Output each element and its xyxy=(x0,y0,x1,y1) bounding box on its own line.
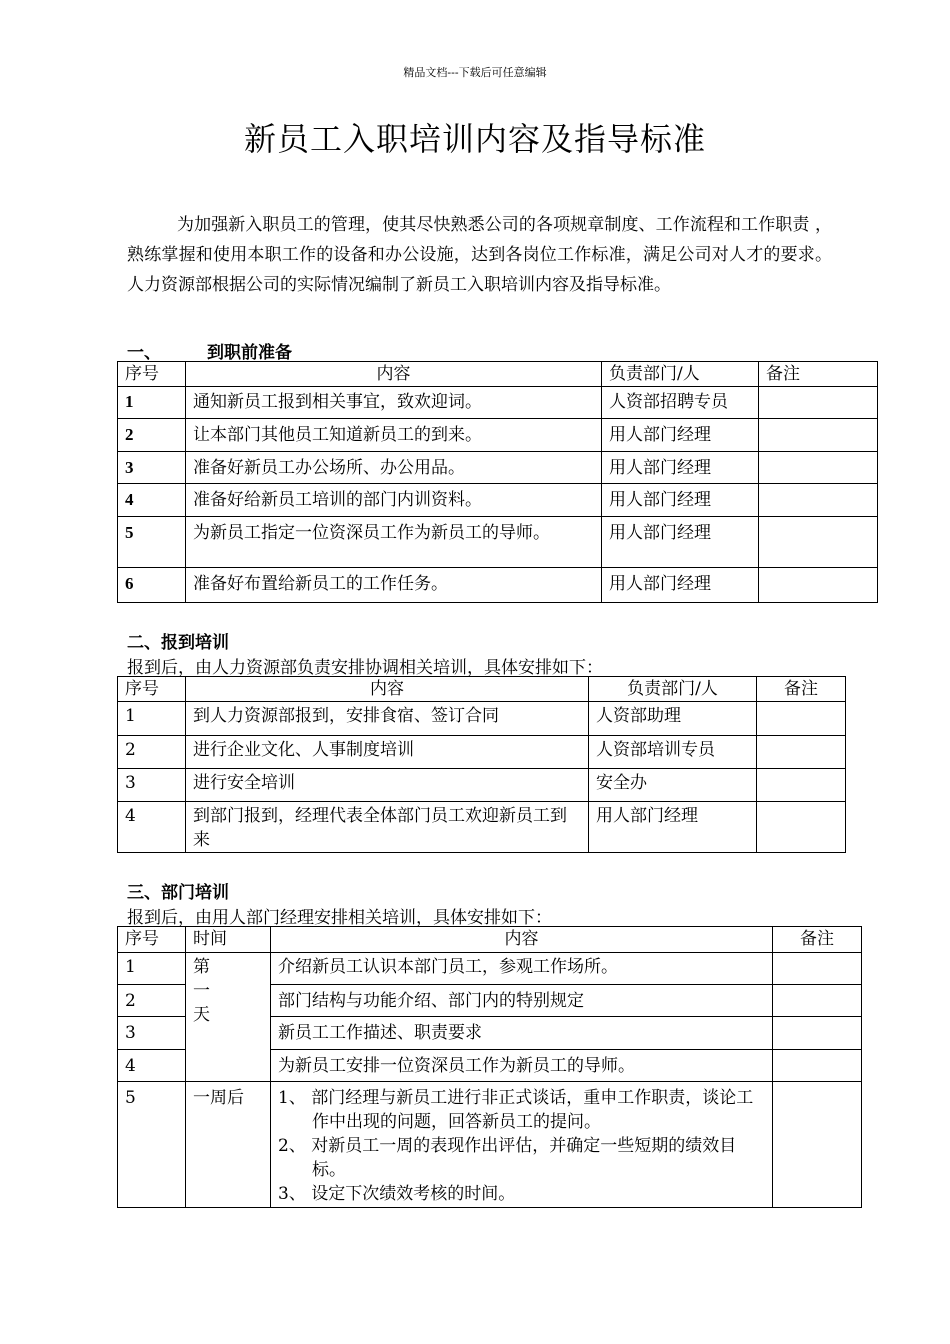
step-item: 3、 设定下次绩效考核的时间。 xyxy=(278,1184,516,1204)
row-no: 3 xyxy=(118,769,186,802)
table-header-row xyxy=(118,927,862,953)
table-header-row xyxy=(118,362,878,387)
row-dept: 用人部门经理 xyxy=(602,484,759,517)
table-row xyxy=(118,736,846,769)
header-note: 备注 xyxy=(773,927,862,953)
row-dept: 人资部培训专员 xyxy=(589,736,757,769)
row-note xyxy=(757,702,846,736)
row-content: 部门结构与功能介绍、部门内的特别规定 xyxy=(271,985,773,1017)
table-row xyxy=(118,702,846,736)
row-content: 准备好布置给新员工的工作任务。 xyxy=(186,568,602,603)
row-note xyxy=(759,387,878,419)
header-note: 备注 xyxy=(757,677,846,702)
row-note xyxy=(757,736,846,769)
row-dept: 用人部门经理 xyxy=(602,568,759,603)
row-no: 3 xyxy=(118,1017,186,1050)
day1-time-char: 天 xyxy=(193,1005,210,1025)
step-item: 1、 部门经理与新员工进行非正式谈话，重申工作职责，谈论工作中出现的问题，回答新员工的提问。 xyxy=(278,1088,754,1132)
row-content: 到部门报到，经理代表全体部门员工欢迎新员工到来 xyxy=(186,802,589,853)
section3-table xyxy=(117,926,862,1208)
row-no: 5 xyxy=(118,517,186,568)
table-row xyxy=(118,769,846,802)
day1-time-char: 第 xyxy=(193,957,210,977)
section1-title: 到职前准备 xyxy=(207,343,292,363)
row-no: 6 xyxy=(118,568,186,603)
row-content: 准备好给新员工培训的部门内训资料。 xyxy=(186,484,602,517)
section3-description: 报到后，由用人部门经理安排相关培训，具体安排如下： xyxy=(127,908,552,928)
section2-heading: 二、报到培训 xyxy=(127,633,229,653)
row-time: 一周后 xyxy=(186,1082,271,1208)
row-content xyxy=(271,1082,773,1208)
row-content: 进行安全培训 xyxy=(186,769,589,802)
header-content: 内容 xyxy=(186,362,602,387)
row-note xyxy=(773,1050,862,1082)
row-no: 4 xyxy=(118,1050,186,1082)
table-row xyxy=(118,568,878,603)
header-time: 时间 xyxy=(186,927,271,953)
row-dept: 安全办 xyxy=(589,769,757,802)
header-note: 精品文档---下载后可任意编辑 xyxy=(403,66,547,79)
row-dept: 用人部门经理 xyxy=(602,517,759,568)
row-content: 为新员工安排一位资深员工作为新员工的导师。 xyxy=(271,1050,773,1082)
row-no: 1 xyxy=(118,953,186,985)
section2-description: 报到后，由人力资源部负责安排协调相关培训，具体安排如下： xyxy=(127,658,603,678)
header-dept: 负责部门/人 xyxy=(602,362,759,387)
section2-table xyxy=(117,676,846,853)
day1-time-cell xyxy=(186,953,271,1082)
table-row xyxy=(118,484,878,517)
row-note xyxy=(773,953,862,985)
section1-table xyxy=(117,361,878,603)
section3-heading: 三、部门培训 xyxy=(127,883,229,903)
header-dept: 负责部门/人 xyxy=(589,677,757,702)
row-content: 到人力资源部报到，安排食宿、签订合同 xyxy=(186,702,589,736)
row-dept: 人资部招聘专员 xyxy=(602,387,759,419)
row-no: 2 xyxy=(118,985,186,1017)
row-note xyxy=(757,802,846,853)
row-note xyxy=(759,452,878,484)
table-row xyxy=(118,517,878,568)
table-row xyxy=(118,1082,862,1208)
header-content: 内容 xyxy=(271,927,773,953)
row-note xyxy=(759,419,878,452)
table-row xyxy=(118,419,878,452)
row-dept: 用人部门经理 xyxy=(602,419,759,452)
row-no: 5 xyxy=(118,1082,186,1208)
row-content: 准备好新员工办公场所、办公用品。 xyxy=(186,452,602,484)
document-title: 新员工入职培训内容及指导标准 xyxy=(243,120,706,158)
row-note xyxy=(759,484,878,517)
row-note xyxy=(757,769,846,802)
header-no: 序号 xyxy=(118,677,186,702)
row-no: 2 xyxy=(118,419,186,452)
row-note xyxy=(759,568,878,603)
header-content: 内容 xyxy=(186,677,589,702)
table-row xyxy=(118,953,862,985)
header-no: 序号 xyxy=(118,362,186,387)
row-note xyxy=(759,517,878,568)
row-content: 进行企业文化、人事制度培训 xyxy=(186,736,589,769)
row-no: 1 xyxy=(118,387,186,419)
table-row xyxy=(118,387,878,419)
row-content: 为新员工指定一位资深员工作为新员工的导师。 xyxy=(186,517,602,568)
row-content: 通知新员工报到相关事宜，致欢迎词。 xyxy=(186,387,602,419)
row-content: 让本部门其他员工知道新员工的到来。 xyxy=(186,419,602,452)
row-note xyxy=(773,1082,862,1208)
section1-heading xyxy=(127,338,292,363)
intro-paragraph: 为加强新入职员工的管理，使其尽快熟悉公司的各项规章制度、工作流程和工作职责 ，熟练掌握和使用本职工作的设备和办公设施，达到各岗位工作标准，满足公司对人才的要求。人力资源部根据公司的实际情况编制了新员工入职培训内容及指导标准。 xyxy=(127,215,832,295)
row-no: 3 xyxy=(118,452,186,484)
row-dept: 用人部门经理 xyxy=(589,802,757,853)
day1-time-char: 一 xyxy=(193,981,210,1001)
row-content: 新员工工作描述、职责要求 xyxy=(271,1017,773,1050)
row-no: 4 xyxy=(118,802,186,853)
table-row xyxy=(118,802,846,853)
table-header-row xyxy=(118,677,846,702)
header-note: 备注 xyxy=(759,362,878,387)
row-note xyxy=(773,985,862,1017)
step-item: 2、 对新员工一周的表现作出评估，并确定一些短期的绩效目标。 xyxy=(278,1136,737,1180)
row-dept: 人资部助理 xyxy=(589,702,757,736)
row-no: 2 xyxy=(118,736,186,769)
row-content: 介绍新员工认识本部门员工，参观工作场所。 xyxy=(271,953,773,985)
row-no: 4 xyxy=(118,484,186,517)
row-no: 1 xyxy=(118,702,186,736)
row-dept: 用人部门经理 xyxy=(602,452,759,484)
table-row xyxy=(118,452,878,484)
row-note xyxy=(773,1017,862,1050)
section1-number: 一、 xyxy=(127,343,161,363)
header-no: 序号 xyxy=(118,927,186,953)
